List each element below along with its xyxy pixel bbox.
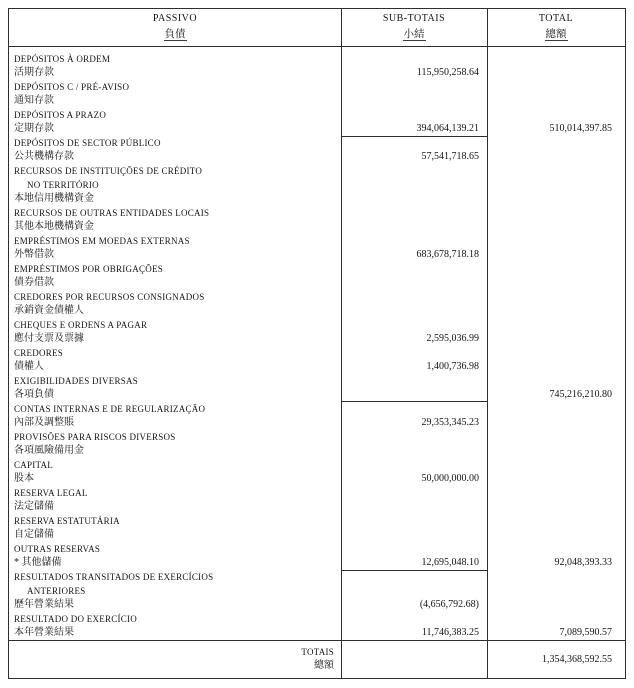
subtotal-value — [341, 164, 487, 178]
grand-total-value: 1,354,368,592.55 — [542, 654, 612, 665]
total-value — [487, 192, 625, 206]
liability-label-cn: 公共機構存款 — [14, 151, 74, 162]
subtotal-value — [341, 178, 487, 192]
header-cell-subtotais — [341, 9, 487, 46]
column-divider-subtotals — [341, 9, 342, 678]
table-row — [9, 402, 625, 416]
table-row — [9, 220, 625, 234]
subtotal-value — [341, 584, 487, 598]
total-value — [487, 276, 625, 290]
liability-label-pt: DEPÓSITOS DE SECTOR PÚBLICO — [14, 138, 161, 148]
table-header — [9, 9, 625, 47]
total-value — [487, 234, 625, 248]
liability-label-cn: 各項負債 — [14, 389, 54, 400]
total-value — [487, 346, 625, 360]
subtotal-value — [341, 444, 487, 458]
table-row — [9, 500, 625, 514]
liability-label-cn: 債權人 — [14, 361, 44, 372]
table-row — [9, 304, 625, 318]
subtotal-value — [341, 108, 487, 122]
table-row — [9, 108, 625, 122]
table-row — [9, 262, 625, 276]
liability-label-pt: RESULTADOS TRANSITADOS DE EXERCÍCIOS — [14, 572, 214, 582]
subtotal-value — [341, 346, 487, 360]
subtotal-value: (4,656,792.68) — [419, 599, 479, 610]
subtotal-value — [341, 500, 487, 514]
total-value — [487, 66, 625, 80]
table-row — [9, 192, 625, 206]
table-row — [9, 570, 625, 584]
liability-label-cn: 外幣借款 — [14, 249, 54, 260]
total-value — [487, 458, 625, 472]
subtotal-value — [341, 388, 487, 402]
liability-label-cn: 通知存款 — [14, 95, 54, 106]
total-value — [487, 472, 625, 486]
table-row — [9, 318, 625, 332]
subtotal-value — [341, 262, 487, 276]
column-divider-total — [487, 9, 488, 678]
header-passivo-cn — [9, 26, 341, 41]
liability-label-cn: * 其他儲備 — [14, 557, 62, 568]
total-value — [487, 500, 625, 514]
liability-label-pt: OUTRAS RESERVAS — [14, 544, 101, 554]
liability-label-pt: EMPRÉSTIMOS POR OBRIGAÇÕES — [14, 264, 164, 274]
total-value — [487, 150, 625, 164]
subtotal-value: 394,064,139.21 — [341, 122, 487, 137]
total-value — [487, 402, 625, 416]
total-value — [487, 612, 625, 626]
subtotal-value — [341, 458, 487, 472]
liability-label-pt: DEPÓSITOS A PRAZO — [14, 110, 107, 120]
subtotal-value — [341, 318, 487, 332]
totals-label — [9, 641, 341, 678]
liability-label-cn: 各項風險備用金 — [14, 445, 84, 456]
liability-label-cn: 自定儲備 — [14, 529, 54, 540]
subtotal-value: 29,353,345.23 — [421, 417, 479, 428]
subtotal-value — [341, 612, 487, 626]
subtotal-value — [341, 514, 487, 528]
table-row — [9, 290, 625, 304]
table-row — [9, 584, 625, 598]
header-cell-passivo — [9, 9, 341, 46]
total-value — [487, 80, 625, 94]
subtotal-value — [341, 220, 487, 234]
liability-label-cn: 本年營業結果 — [14, 627, 74, 638]
table-row — [9, 528, 625, 542]
subtotal-value: 12,695,048.10 — [341, 556, 487, 571]
total-value: 7,089,590.57 — [559, 627, 612, 638]
table-row — [9, 598, 625, 612]
subtotal-value — [341, 52, 487, 66]
totals-row — [9, 640, 625, 678]
header-subtotais-pt: SUB-TOTAIS — [382, 13, 446, 24]
total-value — [487, 248, 625, 262]
total-value: 92,048,393.33 — [554, 557, 612, 568]
table-row — [9, 122, 625, 136]
total-value — [487, 570, 625, 584]
subtotal-value — [341, 136, 487, 150]
liability-label-pt: PROVISÕES PARA RISCOS DIVERSOS — [14, 432, 176, 442]
table-row — [9, 444, 625, 458]
table-row — [9, 514, 625, 528]
subtotal-value — [341, 430, 487, 444]
subtotal-value: 50,000,000.00 — [421, 473, 479, 484]
subtotal-value: 11,746,383.25 — [421, 627, 479, 638]
total-value: 745,216,210.80 — [549, 389, 612, 400]
liability-label-pt: EMPRÉSTIMOS EM MOEDAS EXTERNAS — [14, 236, 190, 246]
total-value — [487, 360, 625, 374]
table-row — [9, 178, 625, 192]
subtotal-value — [341, 192, 487, 206]
table-row — [9, 52, 625, 66]
total-value — [487, 486, 625, 500]
liability-label-pt: CAPITAL — [14, 460, 54, 470]
liability-label-cn: 應付支票及票據 — [14, 333, 84, 344]
total-value — [487, 136, 625, 150]
total-value — [487, 598, 625, 612]
header-total-cn-text: 總額 — [545, 29, 567, 40]
total-value — [487, 94, 625, 108]
header-passivo-pt: PASSIVO — [152, 13, 198, 24]
total-value — [487, 430, 625, 444]
subtotal-value — [341, 206, 487, 220]
total-value — [487, 178, 625, 192]
table-row — [9, 416, 625, 430]
liability-label-pt: ANTERIORES — [27, 586, 86, 596]
table-row — [9, 164, 625, 178]
liability-label-pt: CREDORES POR RECURSOS CONSIGNADOS — [14, 292, 205, 302]
table-row — [9, 66, 625, 80]
table-row — [9, 612, 625, 626]
table-row — [9, 626, 625, 640]
liability-label-cn: 定期存款 — [14, 123, 54, 134]
subtotal-value — [341, 374, 487, 388]
liability-label-cn: 歷年營業結果 — [14, 599, 74, 610]
total-value — [487, 528, 625, 542]
total-value — [487, 332, 625, 346]
subtotal-value — [341, 570, 487, 584]
table-row — [9, 374, 625, 388]
table-row — [9, 332, 625, 346]
table-row — [9, 458, 625, 472]
table-row — [9, 206, 625, 220]
total-value — [487, 444, 625, 458]
total-value — [487, 304, 625, 318]
table-row — [9, 472, 625, 486]
liability-label-cn: 股本 — [14, 473, 34, 484]
total-value — [487, 290, 625, 304]
table-row — [9, 80, 625, 94]
liability-label-pt: RECURSOS DE INSTITUIÇÕES DE CRÉDITO — [14, 166, 203, 176]
total-value — [487, 164, 625, 178]
table-row — [9, 234, 625, 248]
liability-label-pt: DEPÓSITOS À ORDEM — [14, 54, 111, 64]
liability-label-pt: EXIGIBILIDADES DIVERSAS — [14, 376, 138, 386]
total-value — [487, 52, 625, 66]
liability-label-cn: 債券借款 — [14, 277, 54, 288]
header-total-pt: TOTAL — [538, 13, 574, 24]
liability-label-cn: 承銷資金債權人 — [14, 305, 84, 316]
total-value — [487, 220, 625, 234]
liability-label-pt: CHEQUES E ORDENS A PAGAR — [14, 320, 148, 330]
liability-label-pt: CONTAS INTERNAS E DE REGULARIZAÇÃO — [14, 404, 206, 414]
table-body — [9, 47, 625, 640]
subtotal-value — [341, 80, 487, 94]
header-total-cn — [487, 26, 625, 41]
total-value — [487, 542, 625, 556]
total-value: 510,014,397.85 — [549, 123, 612, 134]
table-row — [9, 556, 625, 570]
totals-label-cn: 總額 — [314, 660, 334, 671]
subtotal-value: 57,541,718.65 — [421, 151, 479, 162]
table-row — [9, 276, 625, 290]
liability-label-pt: NO TERRITÓRIO — [27, 180, 99, 190]
header-passivo-cn-text: 負債 — [164, 29, 186, 40]
table-row — [9, 136, 625, 150]
table-row — [9, 360, 625, 374]
total-value — [487, 206, 625, 220]
totals-subtotal-cell-empty — [341, 641, 487, 678]
liability-label-pt: RECURSOS DE OUTRAS ENTIDADES LOCAIS — [14, 208, 210, 218]
subtotal-value — [341, 276, 487, 290]
total-value — [487, 584, 625, 598]
total-value — [487, 318, 625, 332]
totals-label-pt: TOTAIS — [301, 647, 334, 657]
liability-label-pt: DEPÓSITOS C / PRÉ-AVISO — [14, 82, 130, 92]
subtotal-value: 1,400,736.98 — [426, 361, 479, 372]
table-row — [9, 94, 625, 108]
subtotal-value — [341, 528, 487, 542]
table-row — [9, 388, 625, 402]
balance-sheet-liabilities-table — [8, 8, 626, 679]
liability-label-cn: 其他本地機構資金 — [14, 221, 94, 232]
header-subtotais-cn — [341, 26, 487, 41]
subtotal-value — [341, 234, 487, 248]
liability-label-cn: 內部及調整賬 — [14, 417, 74, 428]
total-value — [487, 262, 625, 276]
total-value — [487, 108, 625, 122]
table-row — [9, 486, 625, 500]
table-row — [9, 248, 625, 262]
table-row — [9, 542, 625, 556]
table-row — [9, 346, 625, 360]
subtotal-value: 683,678,718.18 — [416, 249, 479, 260]
total-value — [487, 514, 625, 528]
liability-label-pt: CREDORES — [14, 348, 64, 358]
subtotal-value — [341, 402, 487, 416]
subtotal-value — [341, 290, 487, 304]
liability-label-pt: RESERVA LEGAL — [14, 488, 88, 498]
liability-label-cn: 活期存款 — [14, 67, 54, 78]
subtotal-value — [341, 542, 487, 556]
total-value — [487, 416, 625, 430]
liability-label-cn: 法定儲備 — [14, 501, 54, 512]
subtotal-value: 115,950,258.64 — [416, 67, 479, 78]
subtotal-value — [341, 486, 487, 500]
header-cell-total — [487, 9, 625, 46]
subtotal-value — [341, 94, 487, 108]
subtotal-value — [341, 304, 487, 318]
liability-label-cn: 本地信用機構資金 — [14, 193, 94, 204]
table-row — [9, 150, 625, 164]
header-subtotais-cn-text: 小結 — [403, 29, 425, 40]
table-row — [9, 430, 625, 444]
subtotal-value: 2,595,036.99 — [426, 333, 479, 344]
liability-label-pt: RESULTADO DO EXERCÍCIO — [14, 614, 137, 624]
liability-label-pt: RESERVA ESTATUTÁRIA — [14, 516, 120, 526]
total-value — [487, 374, 625, 388]
